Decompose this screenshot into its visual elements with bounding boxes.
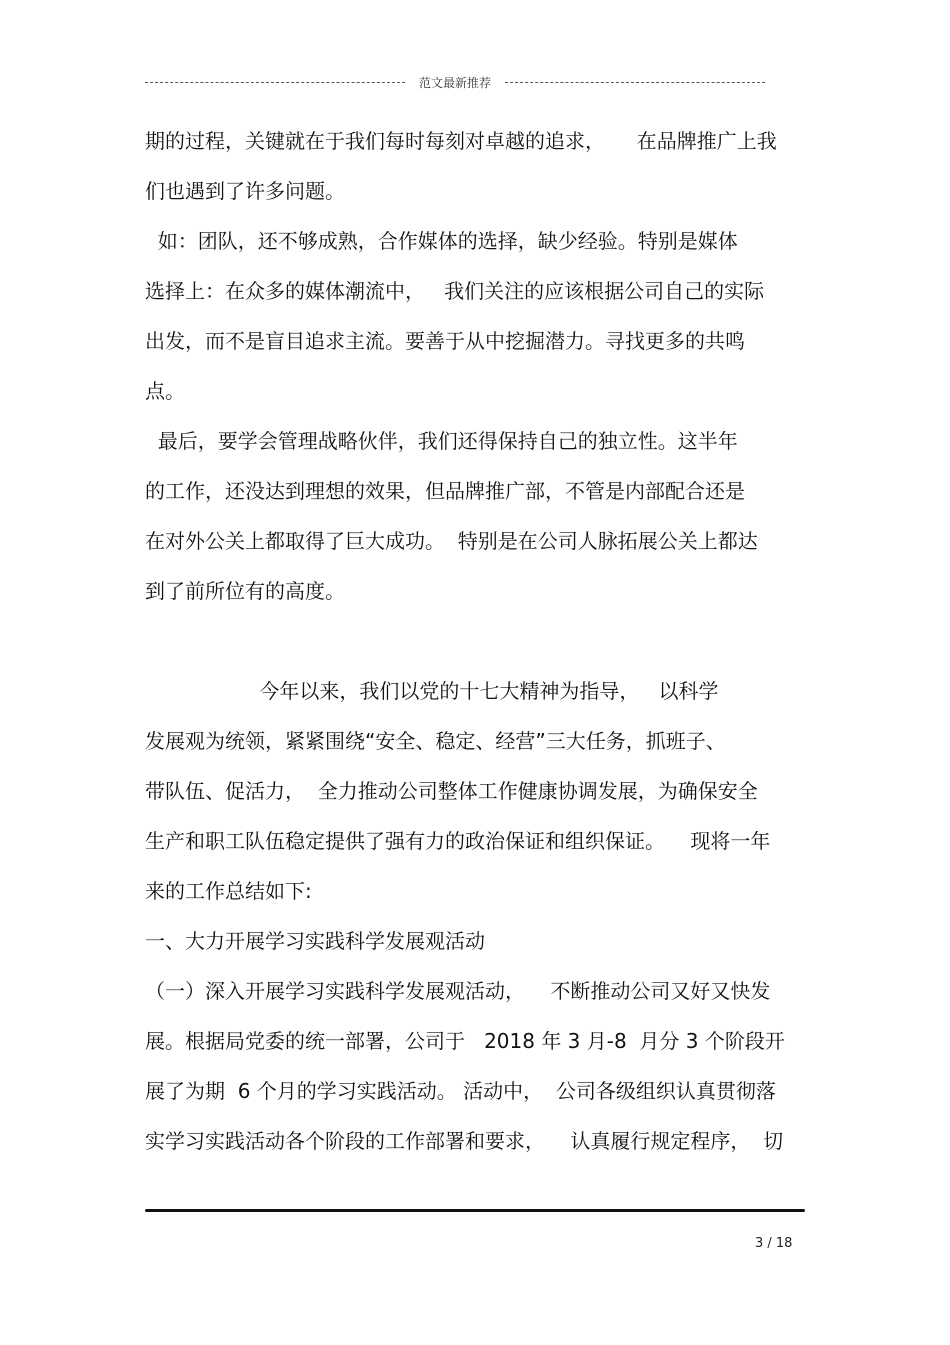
body-line: 最后，要学会管理战略伙伴，我们还得保持自己的独立性。这半年 xyxy=(145,429,738,453)
header-right-dashes xyxy=(505,82,765,83)
body-line: 展。根据局党委的统一部署，公司于 2018 年 3 月-8 月分 3 个阶段开 xyxy=(145,1029,785,1053)
section-heading: 一、大力开展学习实践科学发展观活动 xyxy=(145,929,485,953)
body-line: 选择上：在众多的媒体潮流中， 我们关注的应该根据公司自己的实际 xyxy=(145,279,765,303)
body-line: 们也遇到了许多问题。 xyxy=(145,179,345,203)
page-number: 3 / 18 xyxy=(755,1236,793,1251)
header-left-dashes xyxy=(145,82,405,83)
body-line: 展了为期 6 个月的学习实践活动。 活动中， 公司各级组织认真贯彻落 xyxy=(145,1079,776,1103)
body-line: 期的过程，关键就在于我们每时每刻对卓越的追求， 在品牌推广上我 xyxy=(145,129,777,153)
body-line: 生产和职工队伍稳定提供了强有力的政治保证和组织保证。 现将一年 xyxy=(145,829,771,853)
body-line: （一）深入开展学习实践科学发展观活动， 不断推动公司又好又快发 xyxy=(145,979,771,1003)
body-line: 发展观为统领，紧紧围绕“安全、稳定、经营”三大任务，抓班子、 xyxy=(145,729,726,753)
body-line: 带队伍、促活力， 全力推动公司整体工作健康协调发展，为确保安全 xyxy=(145,779,758,803)
footer-divider xyxy=(145,1209,805,1212)
body-line: 的工作，还没达到理想的效果，但品牌推广部，不管是内部配合还是 xyxy=(145,479,745,503)
body-line: 到了前所位有的高度。 xyxy=(145,579,345,603)
body-line: 实学习实践活动各个阶段的工作部署和要求， 认真履行规定程序， 切 xyxy=(145,1129,784,1153)
body-line: 出发，而不是盲目追求主流。要善于从中挖掘潜力。寻找更多的共鸣 xyxy=(145,329,745,353)
header-title: 范文最新推荐 xyxy=(419,75,492,90)
body-line: 点。 xyxy=(145,379,185,403)
page-header xyxy=(145,72,765,92)
body-line: 在对外公关上都取得了巨大成功。 特别是在公司人脉拓展公关上都达 xyxy=(145,529,758,553)
body-line: 来的工作总结如下: xyxy=(145,879,312,903)
body-line: 今年以来，我们以党的十七大精神为指导， 以科学 xyxy=(145,679,719,703)
body-line: 如：团队，还不够成熟，合作媒体的选择，缺少经验。特别是媒体 xyxy=(145,229,738,253)
